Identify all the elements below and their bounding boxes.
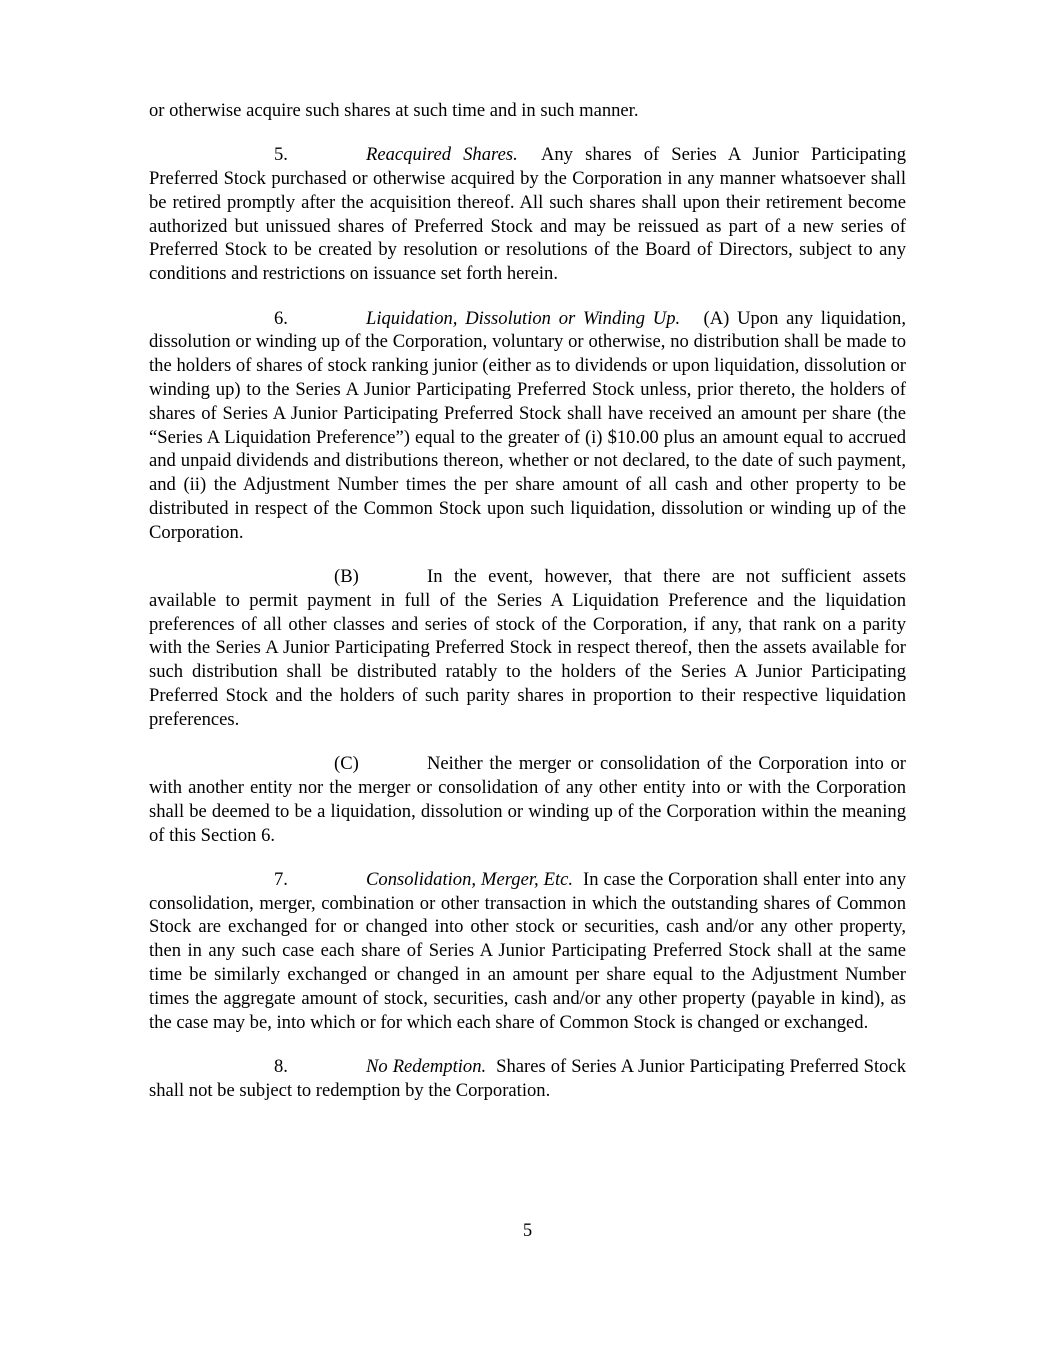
section-7-paragraph [149,868,906,1035]
subsection-c-paragraph [149,752,906,847]
subsection-label: (C) [334,753,359,775]
section-number: 5. [274,144,288,166]
subsection-text: Neither the merger or consolidation of the Corporation into or with another entity nor the merger or consolidation of any other entity into or with the Corporation shall be deemed to be a liquidation, dissolution or winding up of the Corporation within the meaning of this Section 6. [149,753,906,846]
section-heading: Reacquired Shares. [366,144,518,166]
section-number: 8. [274,1055,288,1077]
subsection-label: (B) [334,566,359,588]
section-5-paragraph [149,143,906,286]
page-number: 5 [522,1220,533,1241]
section-heading: No Redemption. [366,1055,487,1077]
subsection-b-paragraph [149,565,906,732]
section-6-paragraph [149,307,906,545]
document-body [149,99,906,1102]
section-heading: Consolidation, Merger, Etc. [366,868,574,890]
subsection-text: In the event, however, that there are not sufficient assets available to permit payment in full of the Series A Liquidation Preference and the liquidation preferences of all other classes and series of stock of the Corporation, if any, that rank on a parity with the Series A Junior Participating Preferred Stock in respect thereof, then the assets available for such distribution shall be distributed ratably to the holders of the Series A Junior Participating Preferred Stock and the holders of such parity shares in proportion to their respective liquidation preferences. [149,566,906,730]
section-number: 7. [274,868,288,890]
section-8-paragraph [149,1055,906,1103]
intro-continuation: or otherwise acquire such shares at such time and in such manner. [149,100,639,121]
section-number: 6. [274,307,288,329]
section-text: In case the Corporation shall enter into any consolidation, merger, combination or other transaction in which the outstanding shares of Common Stock are exchanged for or changed into other stock or securities, cash and/or any other property, then in any such case each share of Series A Junior Participating Preferred Stock shall at the same time be similarly exchanged or changed in an amount per share equal to the Adjustment Number times the aggregate amount of stock, securities, cash and/or any other property (payable in kind), as the case may be, into which or for which each share of Common Stock is changed or exchanged. [149,868,906,1033]
section-text: Shares of Series A Junior Participating Preferred Stock shall not be subject to redemption by the Corporation. [149,1055,907,1101]
section-heading: Liquidation, Dissolution or Winding Up. [366,307,681,329]
section-text: Any shares of Series A Junior Participating Preferred Stock purchased or otherwise acquired by the Corporation in any manner whatsoever shall be retired promptly after the acquisition thereof. All such shares shall upon their retirement become authorized but unissued shares of Preferred Stock and may be reissued as part of a new series of Preferred Stock to be created by resolution or resolutions of the Board of Directors, subject to any conditions and restrictions on issuance set forth herein. [149,144,906,285]
section-text: (A) Upon any liquidation, dissolution or winding up of the Corporation, voluntary or otherwise, no distribution shall be made to the holders of shares of stock ranking junior (either as to dividends or upon liquidation, dissolution or winding up) to the Series A Junior Participating Preferred Stock unless, prior thereto, the holders of shares of Series A Junior Participating Preferred Stock shall have received an amount per share (the “Series A Liquidation Preference”) equal to the greater of (i) $10.00 plus an amount equal to accrued and unpaid dividends and distributions thereon, whether or not declared, to the date of such payment, and (ii) the Adjustment Number times the per share amount of all cash and other property to be distributed in respect of the Common Stock upon such liquidation, dissolution or winding up of the Corporation. [149,307,907,543]
